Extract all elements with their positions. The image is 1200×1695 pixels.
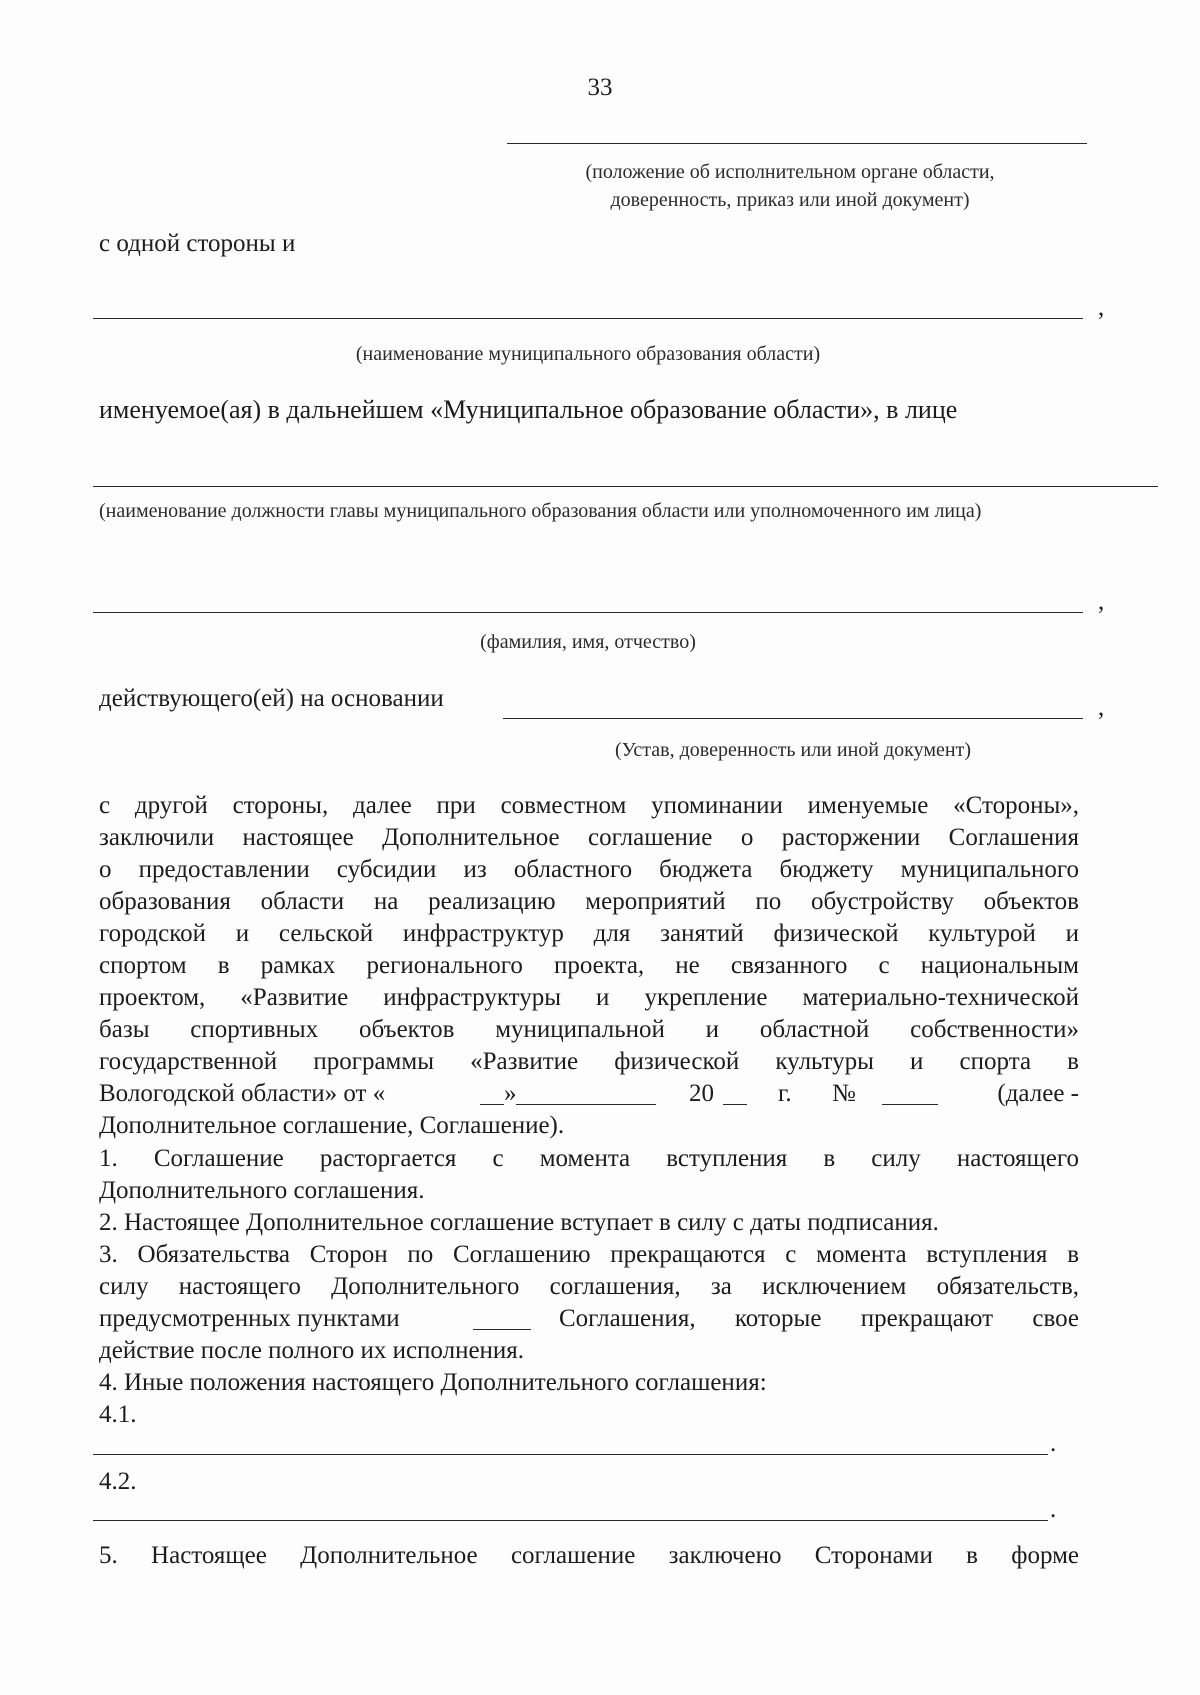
item-3-line2: силу настоящего Дополнительного соглашения, за исключением обязательств, xyxy=(99,1273,1079,1300)
item-1-line2: Дополнительного соглашения. xyxy=(99,1177,425,1204)
item-4-2-label: 4.2. xyxy=(99,1468,137,1495)
paragraph-line: о предоставлении субсидии из областного бюджета бюджету муниципального xyxy=(99,856,1079,883)
points-blank xyxy=(473,1307,531,1330)
period: . xyxy=(1050,1430,1057,1457)
page-number: 33 xyxy=(587,74,613,101)
year-abbrev: г. xyxy=(778,1080,792,1107)
paragraph-line: спортом в рамках регионального проекта, не связанного с национальным xyxy=(99,952,1079,979)
paragraph-end: Дополнительное соглашение, Соглашение). xyxy=(99,1112,565,1139)
paragraph-line: государственной программы «Развитие физической культуры и спорта в xyxy=(99,1048,1079,1075)
item-3-line4: действие после полного их исполнения. xyxy=(99,1337,525,1364)
date-tail: (далее - xyxy=(997,1080,1079,1107)
agreement-paragraph xyxy=(99,790,1079,1078)
caption-document-line1: (положение об исполнительном органе области, xyxy=(585,161,995,183)
comma: , xyxy=(1098,588,1105,615)
paragraph-line: образования области на реализацию мероприятий по обустройству объектов xyxy=(99,888,1079,915)
basis-document-line xyxy=(503,718,1083,719)
one-side-text: с одной стороны и xyxy=(99,230,296,257)
item-3-line1: 3. Обязательства Сторон по Соглашению прекращаются с момента вступления в xyxy=(99,1241,1079,1268)
item-4-2-line xyxy=(93,1520,1048,1521)
item-5: 5. Настоящее Дополнительное соглашение заключено Сторонами в форме xyxy=(99,1542,1079,1569)
item-3-line3 xyxy=(99,1303,1079,1335)
year-prefix: 20 xyxy=(689,1080,714,1107)
item-1-line1: 1. Соглашение расторгается с момента вступления в силу настоящего xyxy=(99,1145,1079,1172)
position-name-line xyxy=(93,486,1158,487)
comma: , xyxy=(1098,694,1105,721)
month-blank xyxy=(516,1082,656,1105)
paragraph-line: с другой стороны, далее при совместном упоминании именуемые «Стороны», xyxy=(99,792,1079,819)
number-blank xyxy=(882,1082,938,1105)
year-blank xyxy=(723,1082,747,1105)
date-line xyxy=(99,1078,1079,1110)
date-quote-close: » xyxy=(504,1080,517,1107)
paragraph-line: заключили настоящее Дополнительное соглашение о расторжении Соглашения xyxy=(99,824,1079,851)
item-4-1-label: 4.1. xyxy=(99,1401,137,1428)
date-prefix: Вологодской области» от « xyxy=(99,1080,386,1107)
municipality-name-line xyxy=(93,318,1083,319)
item-2: 2. Настоящее Дополнительное соглашение вступает в силу с даты подписания. xyxy=(99,1209,939,1236)
item-4: 4. Иные положения настоящего Дополнительного соглашения: xyxy=(99,1369,767,1396)
fio-line xyxy=(93,612,1083,613)
caption-fio: (фамилия, имя, отчество) xyxy=(480,631,696,653)
acting-basis-text: действующего(ей) на основании xyxy=(99,685,444,712)
caption-position: (наименование должности главы муниципального образования области или уполномоченного им лица) xyxy=(99,500,982,522)
caption-municipality: (наименование муниципального образования области) xyxy=(355,343,821,365)
paragraph-line: городской и сельской инфраструктур для занятий физической культурой и xyxy=(99,920,1079,947)
signer-basis-line xyxy=(507,143,1087,144)
paragraph-line: проектом, «Развитие инфраструктуры и укрепление материально-технической xyxy=(99,984,1079,1011)
item-4-1-line xyxy=(93,1454,1048,1455)
comma: , xyxy=(1098,294,1105,321)
item-3-points-tail: Соглашения, которые прекращают свое xyxy=(559,1305,1079,1332)
paragraph-line: базы спортивных объектов муниципальной и областной собственности» xyxy=(99,1016,1079,1043)
named-as-text: именуемое(ая) в дальнейшем «Муниципальное образование области», в лице xyxy=(99,395,958,424)
item-3-points-label: предусмотренных пунктами xyxy=(99,1305,400,1332)
number-sign: № xyxy=(832,1080,856,1107)
caption-charter: (Устав, доверенность или иной документ) xyxy=(615,739,971,761)
caption-document-line2: доверенность, приказ или иной документ) xyxy=(610,189,970,211)
day-blank xyxy=(480,1082,504,1105)
period: . xyxy=(1050,1496,1057,1523)
